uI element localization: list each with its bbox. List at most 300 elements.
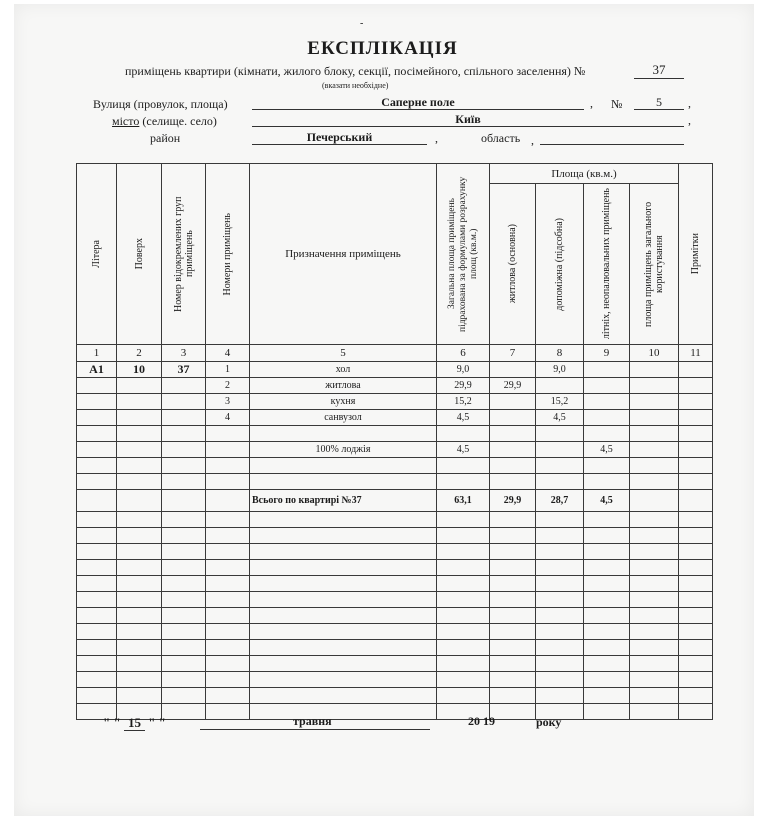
table-cell	[679, 458, 713, 474]
col-number: 7	[490, 345, 536, 362]
district-field: Печерський	[252, 130, 427, 145]
table-cell	[584, 528, 630, 544]
table-cell	[630, 672, 679, 688]
table-cell	[437, 560, 490, 576]
table-cell	[162, 410, 206, 426]
city-label-underlined: місто	[112, 114, 140, 128]
table-cell	[162, 608, 206, 624]
table-cell	[490, 474, 536, 490]
table-cell	[162, 592, 206, 608]
table-cell	[584, 704, 630, 720]
table-cell	[250, 426, 437, 442]
header-litera: Літера	[77, 164, 117, 345]
table-cell	[206, 458, 250, 474]
region-comma: ,	[531, 133, 534, 147]
table-cell	[437, 458, 490, 474]
table-row	[77, 490, 713, 512]
table-cell	[437, 592, 490, 608]
table-cell	[630, 394, 679, 410]
table-cell	[679, 442, 713, 458]
table-cell	[77, 512, 117, 528]
table-cell	[77, 458, 117, 474]
table-cell: 29,9	[437, 378, 490, 394]
table-cell	[536, 576, 584, 592]
table-cell	[206, 490, 250, 512]
table-cell	[437, 672, 490, 688]
date-year: 20 19	[468, 714, 495, 728]
table-cell	[679, 426, 713, 442]
table-cell	[490, 656, 536, 672]
table-cell	[630, 378, 679, 394]
table-cell	[162, 656, 206, 672]
table-cell	[117, 490, 162, 512]
header-poverkh: Поверх	[117, 164, 162, 345]
table-cell	[536, 378, 584, 394]
table-cell	[679, 474, 713, 490]
table-row	[77, 688, 713, 704]
header-dash: -	[360, 18, 364, 29]
table-cell	[117, 672, 162, 688]
table-cell	[77, 410, 117, 426]
table-cell	[679, 544, 713, 560]
table-cell	[630, 640, 679, 656]
table-cell	[162, 378, 206, 394]
table-cell	[536, 624, 584, 640]
table-cell	[117, 378, 162, 394]
table-cell	[584, 608, 630, 624]
table-cell	[437, 528, 490, 544]
table-cell: хол	[250, 362, 437, 378]
col-number: 11	[679, 345, 713, 362]
table-cell	[250, 576, 437, 592]
table-cell	[490, 544, 536, 560]
table-cell	[117, 560, 162, 576]
table-cell	[679, 624, 713, 640]
col-number: 5	[250, 345, 437, 362]
table-row	[77, 362, 713, 378]
header-summer: літніх, неопалювальних приміщень	[584, 184, 630, 345]
table-row	[77, 458, 713, 474]
table-cell	[630, 490, 679, 512]
header-living: житлова (основна)	[490, 184, 536, 345]
header-room-no: Номери приміщень	[206, 164, 250, 345]
table-cell	[536, 560, 584, 576]
table-cell	[490, 426, 536, 442]
table-cell	[490, 528, 536, 544]
table-cell: 2	[206, 378, 250, 394]
table-cell	[250, 592, 437, 608]
table-cell	[490, 560, 536, 576]
table-cell: 10	[117, 362, 162, 378]
table-cell	[77, 474, 117, 490]
table-cell	[490, 592, 536, 608]
table-row	[77, 576, 713, 592]
table-body	[77, 345, 713, 720]
table-cell	[77, 672, 117, 688]
table-cell	[490, 624, 536, 640]
table-cell: 4,5	[536, 410, 584, 426]
table-cell	[117, 426, 162, 442]
col-number: 4	[206, 345, 250, 362]
table-cell	[584, 576, 630, 592]
table-cell	[630, 528, 679, 544]
table-cell	[117, 640, 162, 656]
district-label: район	[150, 131, 181, 145]
table-cell	[630, 426, 679, 442]
table-cell	[584, 656, 630, 672]
header-area-group: Площа (кв.м.)	[490, 164, 679, 184]
table-cell	[162, 426, 206, 442]
day-quote-open: " "	[103, 715, 121, 730]
table-cell	[437, 624, 490, 640]
table-cell: 37	[162, 362, 206, 378]
date-year-word: року	[536, 715, 562, 729]
table-cell	[437, 640, 490, 656]
table-row	[77, 474, 713, 490]
header-group-no: Номер відокремлених груп приміщень	[162, 164, 206, 345]
table-cell	[250, 624, 437, 640]
day-quote-close: " "	[148, 715, 166, 730]
table-cell	[490, 608, 536, 624]
table-cell	[584, 592, 630, 608]
table-cell	[206, 426, 250, 442]
table-cell	[584, 394, 630, 410]
table-cell	[250, 656, 437, 672]
table-cell	[536, 672, 584, 688]
day-value: 15	[124, 715, 145, 731]
table-cell: 15,2	[437, 394, 490, 410]
table-cell	[77, 528, 117, 544]
table-cell	[630, 362, 679, 378]
table-cell	[117, 544, 162, 560]
table-cell	[490, 362, 536, 378]
table-cell: 15,2	[536, 394, 584, 410]
table-row	[77, 608, 713, 624]
table-cell	[206, 704, 250, 720]
table-cell: 4,5	[584, 442, 630, 458]
table-cell	[490, 394, 536, 410]
table-cell: Всього по квартирі №37	[250, 490, 437, 512]
table-cell	[584, 362, 630, 378]
col-number: 1	[77, 345, 117, 362]
header-total-area: Загальна площа приміщень підрахована за формулами розрахунку площ (кв.м.)	[437, 164, 490, 345]
table-cell	[630, 592, 679, 608]
table-cell	[490, 410, 536, 426]
table-cell	[437, 512, 490, 528]
table-cell	[77, 640, 117, 656]
table-cell	[437, 474, 490, 490]
street-label: Вулиця (провулок, площа)	[93, 97, 228, 111]
table-cell: житлова	[250, 378, 437, 394]
table-cell	[584, 474, 630, 490]
table-cell	[250, 640, 437, 656]
table-cell	[679, 394, 713, 410]
table-cell	[162, 688, 206, 704]
table-cell	[206, 688, 250, 704]
table-cell	[437, 656, 490, 672]
table-cell	[162, 442, 206, 458]
table-cell	[679, 512, 713, 528]
table-cell	[630, 576, 679, 592]
table-cell	[250, 608, 437, 624]
table-row	[77, 704, 713, 720]
apartment-number: 37	[634, 62, 684, 79]
table-cell: 29,9	[490, 490, 536, 512]
table-cell	[206, 528, 250, 544]
table-cell: 3	[206, 394, 250, 410]
table-row	[77, 528, 713, 544]
region-label: область	[481, 131, 521, 145]
table-cell	[536, 688, 584, 704]
table-cell	[77, 560, 117, 576]
table-cell: санвузол	[250, 410, 437, 426]
table-cell	[584, 640, 630, 656]
table-cell	[162, 560, 206, 576]
city-label-rest: (селище. село)	[139, 114, 217, 128]
column-number-row	[77, 345, 713, 362]
table-cell	[117, 528, 162, 544]
table-cell	[117, 576, 162, 592]
col-number: 3	[162, 345, 206, 362]
table-cell	[630, 688, 679, 704]
table-cell	[536, 656, 584, 672]
table-cell	[679, 608, 713, 624]
table-cell	[77, 688, 117, 704]
table-row	[77, 394, 713, 410]
table-cell	[77, 592, 117, 608]
table-cell	[117, 512, 162, 528]
table-cell	[117, 394, 162, 410]
table-row	[77, 410, 713, 426]
table-cell: 29,9	[490, 378, 536, 394]
table-cell	[679, 576, 713, 592]
table-cell	[77, 490, 117, 512]
col-number: 10	[630, 345, 679, 362]
table-cell	[117, 442, 162, 458]
table-cell: 63,1	[437, 490, 490, 512]
table-row	[77, 378, 713, 394]
table-cell: 4,5	[437, 410, 490, 426]
table-cell	[536, 592, 584, 608]
table-cell	[117, 624, 162, 640]
table-cell	[630, 512, 679, 528]
table-row	[77, 672, 713, 688]
table-row	[77, 560, 713, 576]
table-cell	[630, 656, 679, 672]
table-cell	[77, 394, 117, 410]
table-cell	[536, 458, 584, 474]
house-no-label: №	[611, 97, 623, 111]
table-cell	[206, 672, 250, 688]
table-cell: 4,5	[584, 490, 630, 512]
table-cell	[162, 528, 206, 544]
table-cell	[630, 442, 679, 458]
table-cell	[490, 704, 536, 720]
table-cell	[206, 640, 250, 656]
col-number: 8	[536, 345, 584, 362]
city-field: Київ	[252, 112, 684, 127]
table-cell	[77, 442, 117, 458]
table-cell	[490, 576, 536, 592]
city-comma: ,	[688, 113, 691, 127]
table-cell	[630, 608, 679, 624]
table-cell	[630, 474, 679, 490]
table-cell	[584, 560, 630, 576]
table-cell	[162, 576, 206, 592]
table-cell	[630, 544, 679, 560]
table-cell	[117, 688, 162, 704]
table-cell	[536, 528, 584, 544]
table-cell	[437, 426, 490, 442]
table-cell	[206, 560, 250, 576]
table-cell	[77, 576, 117, 592]
document-subtitle: приміщень квартири (кімнати, жилого блоку, секції, посімейного, спільного заселення) №	[125, 64, 586, 78]
table-cell	[536, 640, 584, 656]
table-cell	[162, 490, 206, 512]
table-cell	[162, 458, 206, 474]
table-cell	[206, 656, 250, 672]
table-cell	[437, 688, 490, 704]
table-cell	[162, 672, 206, 688]
table-cell	[584, 624, 630, 640]
table-cell	[162, 394, 206, 410]
table-cell	[584, 688, 630, 704]
table-cell	[162, 624, 206, 640]
table-cell: 9,0	[437, 362, 490, 378]
document-title: ЕКСПЛІКАЦІЯ	[307, 38, 458, 59]
table-cell	[679, 672, 713, 688]
table-cell	[437, 576, 490, 592]
table-cell	[679, 378, 713, 394]
table-cell	[584, 426, 630, 442]
table-cell	[490, 458, 536, 474]
table-cell: 4,5	[437, 442, 490, 458]
table-cell	[679, 640, 713, 656]
house-no-field: 5	[634, 95, 684, 110]
table-cell	[77, 624, 117, 640]
table-cell	[117, 656, 162, 672]
header-purpose: Призначення приміщень	[250, 164, 437, 345]
table-cell	[490, 672, 536, 688]
table-cell	[77, 544, 117, 560]
table-cell	[437, 544, 490, 560]
header-auxiliary: допоміжна (підсобна)	[536, 184, 584, 345]
table-cell	[536, 544, 584, 560]
table-cell	[679, 592, 713, 608]
table-cell	[250, 528, 437, 544]
region-field	[540, 130, 684, 145]
date-day	[103, 715, 166, 731]
table-cell	[206, 474, 250, 490]
table-cell	[162, 704, 206, 720]
table-cell: 1	[206, 362, 250, 378]
table-row	[77, 656, 713, 672]
table-cell	[117, 410, 162, 426]
table-cell	[206, 576, 250, 592]
table-cell	[584, 512, 630, 528]
table-cell	[206, 544, 250, 560]
table-cell	[490, 512, 536, 528]
table-cell	[162, 512, 206, 528]
table-cell	[630, 410, 679, 426]
table-cell: 28,7	[536, 490, 584, 512]
table-cell	[206, 592, 250, 608]
table-cell	[162, 640, 206, 656]
table-cell	[117, 474, 162, 490]
table-cell	[630, 704, 679, 720]
table-cell	[630, 624, 679, 640]
table-cell	[490, 442, 536, 458]
table-cell	[630, 458, 679, 474]
table-cell	[117, 608, 162, 624]
table-cell: 9,0	[536, 362, 584, 378]
table-cell	[490, 688, 536, 704]
header-notes: Примітки	[679, 164, 713, 345]
table-cell	[536, 608, 584, 624]
table-cell	[536, 474, 584, 490]
table-row	[77, 442, 713, 458]
table-cell	[206, 442, 250, 458]
table-cell	[162, 544, 206, 560]
table-cell	[250, 672, 437, 688]
table-cell	[250, 560, 437, 576]
table-cell	[679, 528, 713, 544]
table-cell	[679, 490, 713, 512]
explication-table	[76, 163, 713, 720]
street-comma: ,	[590, 96, 593, 110]
street-field: Саперне поле	[252, 95, 584, 110]
table-cell	[206, 512, 250, 528]
table-cell	[679, 656, 713, 672]
table-row	[77, 512, 713, 528]
col-number: 2	[117, 345, 162, 362]
table-cell	[250, 704, 437, 720]
table-cell	[584, 544, 630, 560]
table-row	[77, 624, 713, 640]
date-month: травня	[293, 714, 332, 728]
table-cell	[584, 378, 630, 394]
table-cell	[679, 560, 713, 576]
table-cell	[536, 426, 584, 442]
table-cell	[250, 458, 437, 474]
house-no-comma: ,	[688, 96, 691, 110]
table-cell	[250, 474, 437, 490]
table-cell	[437, 608, 490, 624]
table-cell	[679, 362, 713, 378]
table-cell	[77, 608, 117, 624]
table-cell	[584, 672, 630, 688]
table-cell	[584, 410, 630, 426]
table-cell	[77, 426, 117, 442]
table-row	[77, 640, 713, 656]
table-cell: 4	[206, 410, 250, 426]
table-cell	[536, 512, 584, 528]
table-cell	[117, 458, 162, 474]
table-cell	[77, 378, 117, 394]
district-comma: ,	[435, 131, 438, 145]
col-number: 9	[584, 345, 630, 362]
col-number: 6	[437, 345, 490, 362]
table-cell	[679, 688, 713, 704]
table-cell: 100% лоджія	[250, 442, 437, 458]
subtitle-note: (вказати необхідне)	[322, 81, 389, 90]
table-row	[77, 544, 713, 560]
table-cell	[536, 442, 584, 458]
table-cell	[679, 704, 713, 720]
table-cell	[490, 640, 536, 656]
table-cell	[77, 656, 117, 672]
header-common: площа приміщень загального користування	[630, 184, 679, 345]
